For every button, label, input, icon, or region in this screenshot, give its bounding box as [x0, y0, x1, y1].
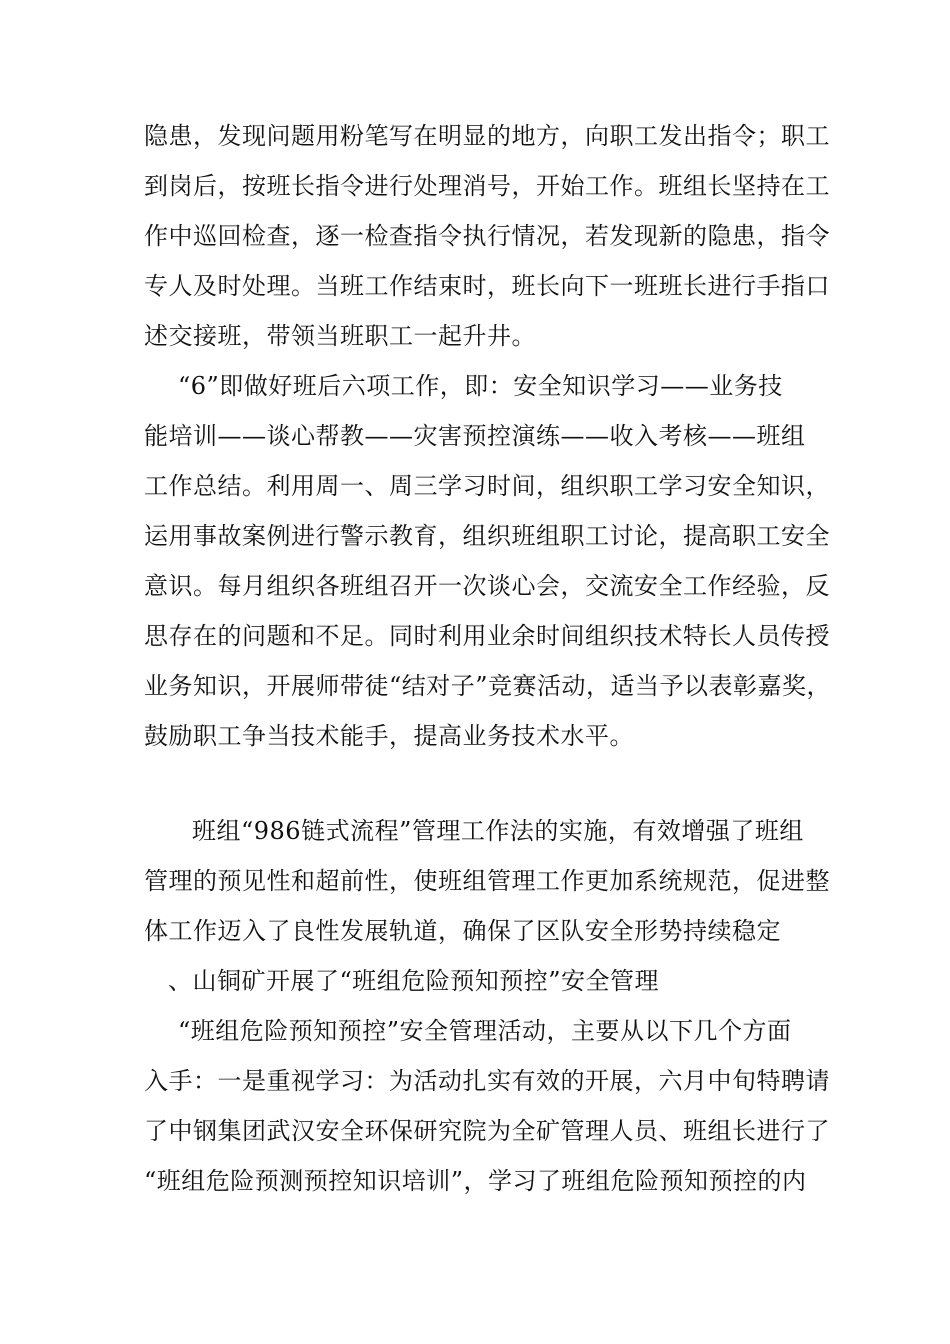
text-line: 述交接班，带领当班职工一起升井。 — [144, 322, 536, 350]
text-line: 到岗后，按班长指令进行处理消号，开始工作。班组长坚持在工 — [144, 172, 830, 200]
text-line: 鼓励职工争当技术能手，提高业务技术水平。 — [144, 722, 634, 750]
section-heading: 、山铜矿开展了“班组危险预知预控”安全管理 — [168, 967, 660, 995]
text-line: 作中巡回检查，逐一检查指令执行情况，若发现新的隐患，指令 — [144, 222, 830, 250]
text-line: 意识。每月组织各班组召开一次谈心会，交流安全工作经验，反 — [144, 572, 830, 600]
text-line: 入手：一是重视学习：为活动扎实有效的开展，六月中旬特聘请 — [144, 1067, 830, 1095]
text-line: 能培训——谈心帮教——灾害预控演练——收入考核——班组 — [144, 422, 806, 450]
text-line: 体工作迈入了良性发展轨道，确保了区队安全形势持续稳定 — [144, 917, 781, 945]
text-line: 班组“986链式流程”管理工作法的实施，有效增强了班组 — [192, 817, 804, 845]
text-line: 工作总结。利用周一、周三学习时间，组织职工学习安全知识， — [144, 472, 830, 500]
text-line: 业务知识，开展师带徒“结对子”竞赛活动，适当予以表彰嘉奖， — [144, 672, 832, 700]
text-line: 隐患，发现问题用粉笔写在明显的地方，向职工发出指令；职工 — [144, 122, 830, 150]
text-line: “班组危险预测预控知识培训”，学习了班组危险预知预控的内 — [144, 1167, 807, 1195]
text-line: 了中钢集团武汉安全环保研究院为全矿管理人员、班组长进行了 — [144, 1117, 830, 1145]
text-line: “6”即做好班后六项工作，即：安全知识学习——业务技 — [178, 372, 783, 400]
text-line: 思存在的问题和不足。同时利用业余时间组织技术特长人员传授 — [144, 622, 830, 650]
text-line: “班组危险预知预控”安全管理活动，主要从以下几个方面 — [178, 1017, 792, 1045]
text-line: 管理的预见性和超前性，使班组管理工作更加系统规范，促进整 — [144, 867, 830, 895]
text-line: 运用事故案例进行警示教育，组织班组职工讨论，提高职工安全 — [144, 522, 830, 550]
text-line: 专人及时处理。当班工作结束时，班长向下一班班长进行手指口 — [144, 272, 830, 300]
